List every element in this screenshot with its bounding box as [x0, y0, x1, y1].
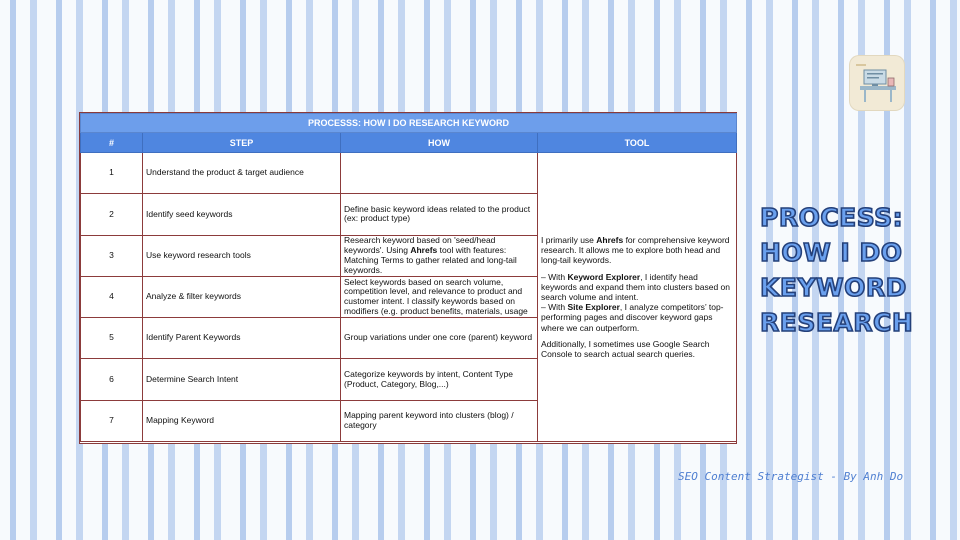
desk-illustration-icon [850, 56, 904, 110]
heading-line: HOW I DO [760, 238, 903, 267]
tool-paragraph-2: – With Keyword Explorer, I identify head keywords and expand them into clusters based on search volume and intent. – With Site Explorer, I analyze competitors’ top-performing pages and discover keyword gaps where we can outperform. [541, 271, 731, 333]
how-cell: Categorize keywords by intent, Content Type (Product, Category, Blog,...) [341, 359, 538, 400]
column-header-step: STEP [143, 133, 341, 153]
step-cell: Determine Search Intent [143, 359, 341, 400]
how-cell: Select keywords based on search volume, competition level, and relevance to product and customer intent. I classify keywords based on modifiers (e.g. product benefits, materials, usage [341, 276, 538, 317]
tool-paragraph-1: I primarily use Ahrefs for comprehensive keyword research. It allows me to explore both head and long-tail keywords. [541, 235, 730, 266]
step-cell: Analyze & filter keywords [143, 276, 341, 317]
heading-line: RESEARCH [760, 308, 914, 337]
heading-line: KEYWORD [760, 273, 907, 302]
how-cell: Group variations under one core (parent) keyword [341, 318, 538, 359]
table-row [81, 153, 737, 194]
column-header-tool: TOOL [538, 133, 737, 153]
row-number: 7 [81, 400, 143, 441]
row-number: 3 [81, 235, 143, 276]
column-header-num: # [81, 133, 143, 153]
row-number: 6 [81, 359, 143, 400]
step-cell: Understand the product & target audience [143, 153, 341, 194]
tool-cell [538, 153, 737, 442]
row-number: 2 [81, 194, 143, 235]
table-title: PROCESSS: HOW I DO RESEARCH KEYWORD [81, 114, 737, 133]
row-number: 5 [81, 318, 143, 359]
step-cell: Identify Parent Keywords [143, 318, 341, 359]
row-number: 1 [81, 153, 143, 194]
step-cell: Identify seed keywords [143, 194, 341, 235]
author-byline: SEO Content Strategist - By Anh Do [678, 470, 904, 483]
step-cell: Use keyword research tools [143, 235, 341, 276]
row-number: 4 [81, 276, 143, 317]
step-cell: Mapping Keyword [143, 400, 341, 441]
how-cell: Define basic keyword ideas related to the product (ex: product type) [341, 194, 538, 235]
heading-line: PROCESS: [760, 203, 904, 232]
keyword-process-table [80, 113, 736, 443]
how-cell [341, 153, 538, 194]
column-header-how: HOW [341, 133, 538, 153]
how-cell: Research keyword based on 'seed/head keywords'. Using Ahrefs tool with features: Matching Terms to gather related and long-tail keywords. [341, 235, 538, 276]
how-cell: Mapping parent keyword into clusters (blog) / category [341, 400, 538, 441]
tool-paragraph-3: Additionally, I sometimes use Google Search Console to search actual search queries. [541, 338, 710, 359]
side-heading [760, 200, 950, 340]
